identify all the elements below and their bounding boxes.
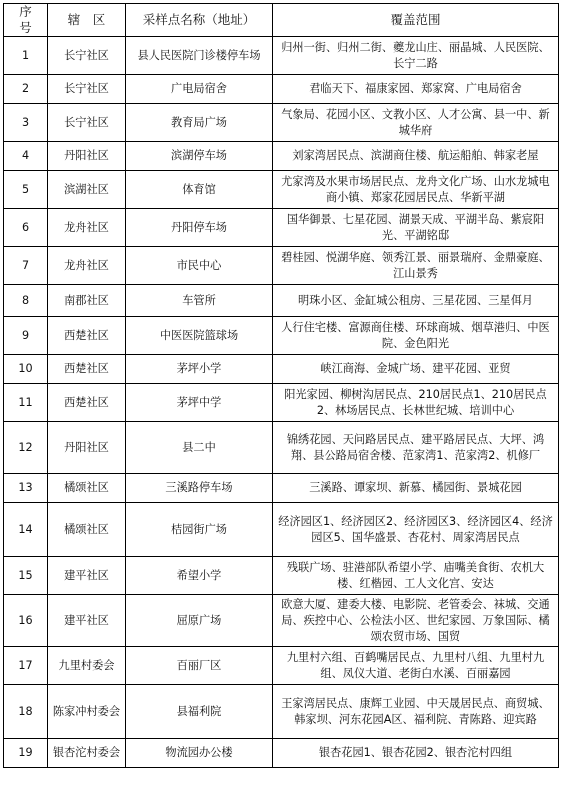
cell-site: 茅坪小学 bbox=[126, 355, 273, 384]
cell-no: 4 bbox=[4, 142, 48, 171]
cell-coverage: 银杏花园1、银杏花园2、银杏沱村四组 bbox=[273, 739, 559, 768]
cell-coverage: 人行住宅楼、富源商住楼、环球商城、烟草港归、中医院、金色阳光 bbox=[273, 317, 559, 355]
table-row bbox=[4, 142, 559, 171]
cell-no: 3 bbox=[4, 104, 48, 142]
cell-no: 2 bbox=[4, 75, 48, 104]
cell-site: 物流园办公楼 bbox=[126, 739, 273, 768]
cell-site: 中医医院篮球场 bbox=[126, 317, 273, 355]
cell-coverage: 锦绣花园、天问路居民点、建平路居民点、大坪、鸿翔、县公路局宿舍楼、范家湾1、范家湾2、机修厂 bbox=[273, 422, 559, 474]
cell-district: 西楚社区 bbox=[48, 384, 126, 422]
cell-district: 滨湖社区 bbox=[48, 171, 126, 209]
table-row bbox=[4, 209, 559, 247]
cell-coverage: 峡江商海、金城广场、建平花园、亚贸 bbox=[273, 355, 559, 384]
cell-district: 橘颂社区 bbox=[48, 474, 126, 503]
table-row bbox=[4, 503, 559, 557]
cell-district: 九里村委会 bbox=[48, 647, 126, 685]
cell-district: 龙舟社区 bbox=[48, 247, 126, 285]
cell-no: 16 bbox=[4, 595, 48, 647]
header-site: 采样点名称（地址） bbox=[126, 4, 273, 37]
cell-coverage: 碧桂园、悦湖华庭、领秀江景、丽景瑞府、金鼎豪庭、江山景秀 bbox=[273, 247, 559, 285]
cell-coverage: 残联广场、驻港部队希望小学、庙嘴美食街、农机大楼、红楷园、工人文化宫、安达 bbox=[273, 557, 559, 595]
cell-no: 6 bbox=[4, 209, 48, 247]
cell-no: 5 bbox=[4, 171, 48, 209]
cell-district: 长宁社区 bbox=[48, 37, 126, 75]
cell-no: 11 bbox=[4, 384, 48, 422]
cell-coverage: 经济园区1、经济园区2、经济园区3、经济园区4、经济园区5、国华盛景、杏花村、周家湾居民点 bbox=[273, 503, 559, 557]
table-row bbox=[4, 37, 559, 75]
cell-coverage: 刘家湾居民点、滨湖商住楼、航运船舶、韩家老屋 bbox=[273, 142, 559, 171]
cell-district: 西楚社区 bbox=[48, 355, 126, 384]
table-row bbox=[4, 557, 559, 595]
cell-coverage: 王家湾居民点、康辉工业园、中天晟居民点、商贸城、韩家坝、河东花园A区、福利院、青陈路、迎宾路 bbox=[273, 685, 559, 739]
table-row bbox=[4, 317, 559, 355]
cell-district: 龙舟社区 bbox=[48, 209, 126, 247]
table-row bbox=[4, 355, 559, 384]
cell-no: 15 bbox=[4, 557, 48, 595]
cell-site: 体育馆 bbox=[126, 171, 273, 209]
cell-site: 县福利院 bbox=[126, 685, 273, 739]
cell-site: 广电局宿舍 bbox=[126, 75, 273, 104]
cell-coverage: 九里村六组、百鹤嘴居民点、九里村八组、九里村九组、凤仪大道、老街白水溪、百丽嘉园 bbox=[273, 647, 559, 685]
sampling-sites-table bbox=[3, 3, 559, 768]
cell-coverage: 气象局、花园小区、文教小区、人才公寓、县一中、新城华府 bbox=[273, 104, 559, 142]
cell-no: 1 bbox=[4, 37, 48, 75]
cell-no: 9 bbox=[4, 317, 48, 355]
table-row bbox=[4, 595, 559, 647]
sampling-sites-table-container bbox=[3, 3, 559, 768]
cell-coverage: 尤家湾及水果市场居民点、龙舟文化广场、山水龙城电商小镇、郑家花园居民点、华新平湖 bbox=[273, 171, 559, 209]
cell-no: 12 bbox=[4, 422, 48, 474]
cell-district: 建平社区 bbox=[48, 595, 126, 647]
table-row bbox=[4, 75, 559, 104]
cell-district: 长宁社区 bbox=[48, 75, 126, 104]
cell-no: 17 bbox=[4, 647, 48, 685]
header-district: 辖 区 bbox=[48, 4, 126, 37]
cell-no: 18 bbox=[4, 685, 48, 739]
cell-coverage: 阳光家园、柳树沟居民点、210居民点1、210居民点2、林场居民点、长林世纪城、培训中心 bbox=[273, 384, 559, 422]
header-no: 序 号 bbox=[4, 4, 48, 37]
cell-coverage: 欧意大厦、建委大楼、电影院、老管委会、袜城、交通局、疾控中心、公检法小区、世纪家园、万象国际、橘颂农贸市场、国贸 bbox=[273, 595, 559, 647]
cell-district: 橘颂社区 bbox=[48, 503, 126, 557]
cell-site: 市民中心 bbox=[126, 247, 273, 285]
cell-site: 屈原广场 bbox=[126, 595, 273, 647]
cell-coverage: 明珠小区、金缸城公租房、三星花园、三星佴月 bbox=[273, 285, 559, 317]
header-coverage: 覆盖范围 bbox=[273, 4, 559, 37]
cell-site: 三溪路停车场 bbox=[126, 474, 273, 503]
cell-site: 丹阳停车场 bbox=[126, 209, 273, 247]
cell-site: 滨湖停车场 bbox=[126, 142, 273, 171]
table-row bbox=[4, 285, 559, 317]
cell-coverage: 三溪路、谭家坝、新慕、橘园街、景城花园 bbox=[273, 474, 559, 503]
cell-no: 19 bbox=[4, 739, 48, 768]
table-row bbox=[4, 384, 559, 422]
cell-coverage: 君临天下、福康家园、郑家窝、广电局宿舍 bbox=[273, 75, 559, 104]
cell-site: 教育局广场 bbox=[126, 104, 273, 142]
cell-district: 丹阳社区 bbox=[48, 142, 126, 171]
cell-site: 桔园街广场 bbox=[126, 503, 273, 557]
cell-no: 10 bbox=[4, 355, 48, 384]
cell-site: 县人民医院门诊楼停车场 bbox=[126, 37, 273, 75]
cell-site: 茅坪中学 bbox=[126, 384, 273, 422]
table-row bbox=[4, 474, 559, 503]
cell-no: 14 bbox=[4, 503, 48, 557]
table-row bbox=[4, 104, 559, 142]
table-row bbox=[4, 685, 559, 739]
cell-district: 长宁社区 bbox=[48, 104, 126, 142]
cell-district: 陈家冲村委会 bbox=[48, 685, 126, 739]
cell-district: 银杏沱村委会 bbox=[48, 739, 126, 768]
table-header-row bbox=[4, 4, 559, 37]
cell-no: 8 bbox=[4, 285, 48, 317]
cell-site: 车管所 bbox=[126, 285, 273, 317]
table-row bbox=[4, 422, 559, 474]
table-row bbox=[4, 647, 559, 685]
cell-district: 南郡社区 bbox=[48, 285, 126, 317]
cell-no: 13 bbox=[4, 474, 48, 503]
cell-site: 县二中 bbox=[126, 422, 273, 474]
cell-district: 西楚社区 bbox=[48, 317, 126, 355]
cell-district: 丹阳社区 bbox=[48, 422, 126, 474]
cell-coverage: 国华御景、七星花园、湖景天成、平湖半岛、紫宸阳光、平湖铭邸 bbox=[273, 209, 559, 247]
cell-no: 7 bbox=[4, 247, 48, 285]
table-row bbox=[4, 247, 559, 285]
cell-coverage: 归州一街、归州二街、夔龙山庄、丽晶城、人民医院、长宁二路 bbox=[273, 37, 559, 75]
cell-district: 建平社区 bbox=[48, 557, 126, 595]
cell-site: 希望小学 bbox=[126, 557, 273, 595]
table-row bbox=[4, 739, 559, 768]
table-row bbox=[4, 171, 559, 209]
cell-site: 百丽厂区 bbox=[126, 647, 273, 685]
